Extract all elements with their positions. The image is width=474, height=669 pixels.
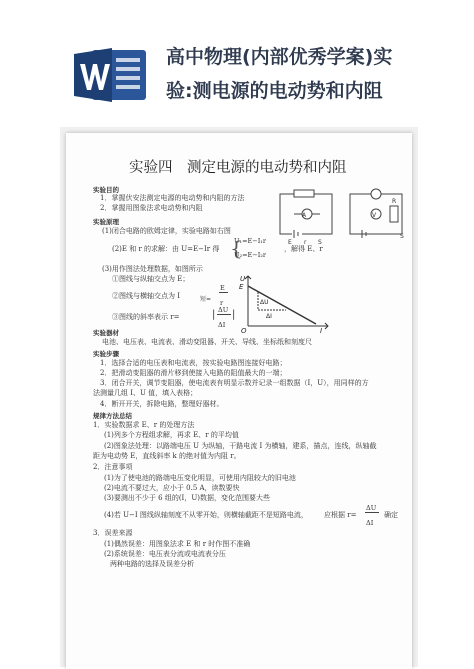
rule-2-4: (4)若 U−I 图线纵轴刻度不从零开始，则横轴截距不是短路电流， [104, 511, 308, 519]
graph-note-2-denominator: r [220, 299, 224, 307]
rule-2-4-formula: 应根据 r= [324, 511, 357, 519]
equation-2: U₂=E−I₂r [234, 251, 267, 259]
equation-1: U₁=E−I₁r [234, 237, 267, 245]
graph-note-3-abs-right: | [232, 309, 236, 320]
rule-2-4-denominator: ΔI [366, 519, 374, 527]
graph-note-2: ②图线与横轴交点为 I [112, 292, 180, 300]
purpose-item-2: 2．掌握用图象法求电动势和内阻 [100, 204, 203, 212]
u-i-graph [236, 272, 332, 334]
rule-2-3: (3)要测出不少于 6 组的(I，U)数据，变化范围要大些 [104, 494, 270, 502]
graph-note-3: ③图线的斜率表示 r= [112, 313, 180, 321]
document-title-line-2: 验:测电源的电动势和内阻 [166, 80, 383, 102]
document-title-line-1: 高中物理(内部优秀学案)实 [166, 46, 393, 68]
purpose-item-1: 1．掌握伏安法测定电源的电动势和内阻的方法 [100, 194, 245, 202]
materials-list: 电池、电压表、电流表、滑动变阻器、开关、导线、坐标纸和刻度尺 [102, 338, 312, 346]
rule-1: 1．实验数据求 E、r 的处理方法 [93, 421, 195, 429]
principle-item-2: (2)E 和 r 的求解：由 U=E−Ir 得 [112, 245, 220, 253]
rule-3-1: (1)偶然误差：用图象法求 E 和 r 时作图不准确 [104, 540, 251, 548]
section-materials-heading: 实验器材 [93, 329, 119, 337]
circuit-label-s: S [400, 233, 404, 240]
graph-note-3-denominator: ΔI [218, 321, 226, 329]
graph-label-u: U [240, 275, 246, 283]
rule-2-4-fraction-bar [365, 512, 379, 513]
document-title [166, 40, 456, 108]
rule-1-1: (1)列多个方程组求解，再求 E、r 的平均值 [104, 431, 239, 439]
graph-note-3-fraction-bar [217, 314, 231, 315]
resistor-symbol [390, 206, 398, 222]
section-steps-heading: 实验步骤 [93, 350, 119, 358]
graph-label-delta-u: ΔU [260, 299, 269, 306]
step-1: 1．选择合适的电压表和电流表，按实验电路图连接好电路； [100, 359, 287, 367]
graph-label-delta-i: ΔI [266, 313, 272, 320]
rule-3: 3．误差来源 [93, 529, 133, 537]
rule-1-2-line-1: (2)图象法处理：以路端电压 U 为纵轴，干路电流 I 为横轴，建系，描点，连线，纵轴截 [104, 442, 377, 450]
section-purpose-heading: 实验目的 [93, 186, 119, 194]
principle-item-3: (3)用作图法处理数据，如图所示 [102, 265, 203, 273]
graph-label-origin: O [241, 327, 247, 334]
circuit-diagrams [274, 188, 410, 246]
circuit-label-v: V [371, 212, 377, 219]
rule-3-2: (2)系统误差：电压表分流或电流表分压 [104, 550, 226, 558]
circuit-label-r: R [392, 198, 397, 205]
circuit-label-e: E [288, 239, 292, 246]
rule-1-2-line-2: 距为电动势 E，直线斜率 k 的绝对值为内阻 r。 [93, 452, 241, 460]
equation-solution-text: ，解得 E、r [284, 245, 323, 253]
circuit-label-r-internal: r [304, 239, 307, 246]
graph-label-i: I [320, 327, 323, 334]
graph-note-1: ①图线与纵轴交点为 E； [112, 275, 190, 283]
graph-note-3-abs-left: | [212, 309, 216, 320]
page-header [0, 0, 474, 118]
page-heading: 实验四 测定电源的电动势和内阻 [129, 160, 347, 176]
rule-3-3: 两种电路的选择及误差分析 [110, 560, 194, 568]
graph-label-e: E [239, 283, 244, 291]
graph-note-2-subscript: 短= [200, 296, 212, 303]
step-4: 4．断开开关，拆除电路，整理好器材。 [100, 400, 224, 408]
step-3-line-2: 法测量几组 I、U 值，填入表格； [93, 389, 198, 397]
rule-2: 2．注意事项 [93, 463, 133, 471]
graph-note-2-numerator: E [220, 284, 225, 292]
rule-2-1: (1)为了使电池的路端电压变化明显，可使用内阻较大的旧电池 [104, 474, 296, 482]
rheostat-symbol [294, 190, 314, 197]
rule-2-4-numerator: ΔU [366, 504, 377, 512]
graph-note-3-numerator: ΔU [218, 306, 229, 314]
circuit-label-switch: S [318, 239, 322, 246]
graph-note-2-fraction-bar [219, 292, 228, 293]
rule-2-4-end: 确定 [384, 511, 398, 519]
section-rules-heading: 规律方法总结 [93, 412, 132, 420]
principle-item-1: (1)闭合电路的欧姆定律，实验电路如右图 [102, 227, 231, 235]
equation-brace: { [230, 236, 243, 260]
ammeter-2-symbol [371, 189, 381, 199]
step-3-line-1: 3．闭合开关，调节变阻器，使电流表有明显示数并记录一组数据（I，U），用同样的方 [100, 379, 369, 387]
step-2: 2．把滑动变阻器的滑片移到使接入电路的阻值最大的一端； [100, 369, 287, 377]
circuit-label-a: A [301, 212, 307, 219]
document-page [66, 133, 412, 669]
rule-2-2: (2)电流不要过大，应小于 0.5 A，读数要快 [104, 484, 240, 492]
section-principle-heading: 实验原理 [93, 218, 119, 226]
word-doc-icon [70, 44, 150, 106]
